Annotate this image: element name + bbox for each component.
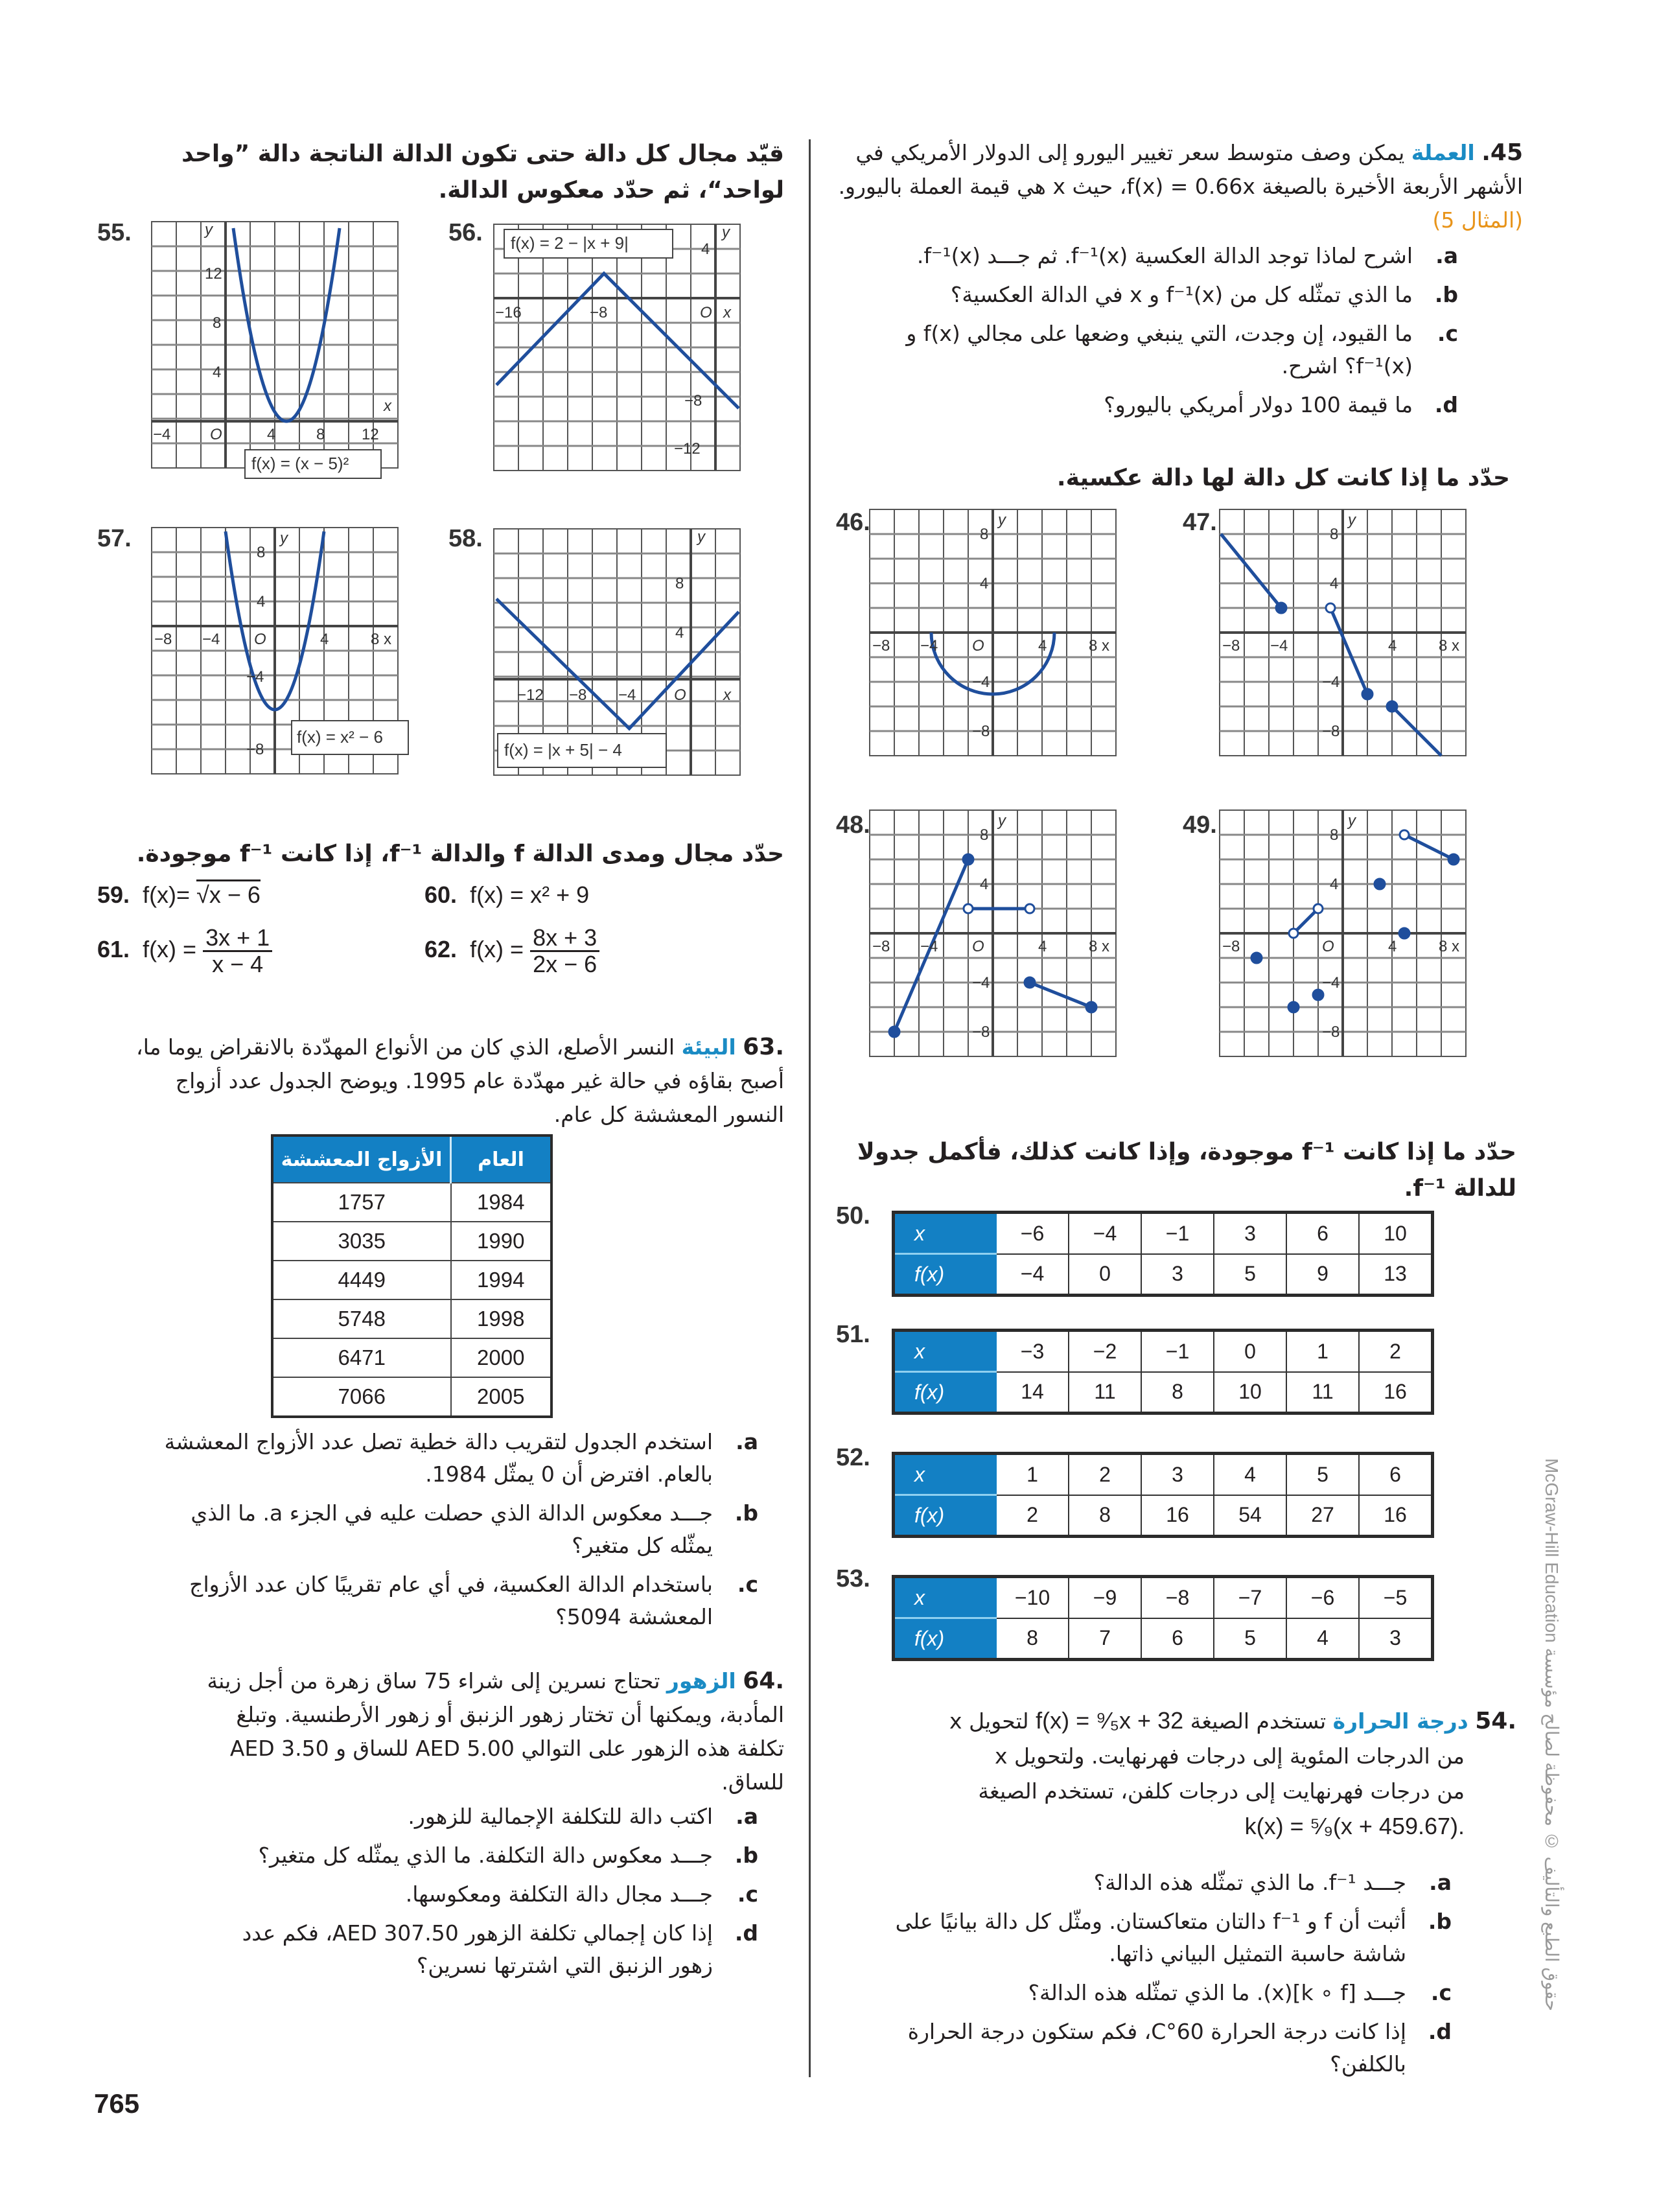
part-text: باستخدام الدالة العكسية، في أي عام تقريبًا كان عدد الأزواج المعششة 5094؟ [189,1572,713,1629]
part-label: b. [1434,282,1458,307]
question-number: .63 [743,1034,784,1060]
svg-text:4: 4 [1388,637,1397,655]
x-header: x [894,1331,997,1372]
svg-text:x: x [723,304,731,321]
part-label: c. [737,1881,758,1907]
svg-text:4: 4 [1388,938,1397,955]
part-text: ما القيود، إن وجدت، التي ينبغي وضعها على مجالي f(x) و f⁻¹(x)؟ اشرح. [906,321,1413,378]
cell: 9 [1286,1254,1359,1296]
cell: 6 [1286,1213,1359,1254]
part-text: اشرح لماذا توجد الدالة العكسية f⁻¹(x). ثم جـــد f⁻¹(x). [916,243,1413,268]
part-c [194,1878,758,1911]
part-text: جـــد f⁻¹. ما الذي تمثّله هذه الدالة؟ [1093,1870,1406,1895]
cell: 3 [1359,1618,1433,1660]
function-60 [424,881,589,909]
x-header: x [894,1454,997,1495]
cell: 11 [1069,1372,1141,1414]
svg-text:−8: −8 [590,304,608,321]
cell: 5748 [272,1299,451,1338]
graph-47 [1218,507,1471,763]
part-b [149,1497,758,1562]
part-text: أثبت أن f و f⁻¹ دالتان متعاكستان. ومثّل كل دالة بيانيًا على شاشة حاسبة التمثيل البياني ذاتها. [895,1909,1406,1966]
table-50 [892,1211,1434,1297]
function-number: 62. [424,936,458,963]
svg-text:−8: −8 [972,1023,990,1041]
question-text: تحتاج نسرين إلى شراء 75 ساق زهرة من أجل زينة المأدبة، ويمكنها أن تختار زهور الزنبق أو زهور الأرطنسية. وتبلغ تكلفة هذه الزهور على التوالي AED 5.00 للساق و AED 3.50 للساق. [207,1668,784,1795]
cell: −9 [1069,1577,1141,1618]
svg-text:8: 8 [980,526,989,543]
formula-k: k(x) = ⁵⁄₉(x + 459.67). [1244,1813,1465,1839]
svg-text:x: x [384,397,391,415]
table-53 [892,1575,1434,1661]
cell: −1 [1141,1331,1214,1372]
svg-text:4: 4 [257,593,266,611]
graph-46 [868,507,1121,763]
graph-56 [493,222,745,481]
cell: 1994 [451,1261,552,1299]
part-c [149,1568,758,1633]
table-row [272,1183,551,1222]
part-c [868,1977,1452,2009]
column-header-pairs: الأزواج المعششة [272,1135,451,1183]
part-a [194,1800,758,1833]
part-c [836,318,1458,382]
svg-text:−8: −8 [872,637,890,655]
function-59 [97,881,261,909]
cell: 11 [1286,1372,1359,1414]
cell: 16 [1359,1495,1433,1537]
table-row [272,1299,551,1338]
part-label: c. [1430,1980,1452,2005]
part-label: b. [734,1500,758,1526]
question-64-parts [194,1800,758,1988]
cell: 3 [1214,1213,1286,1254]
svg-text:−8: −8 [684,392,702,410]
part-label: a. [1429,1870,1452,1895]
question-text: النسر الأصلع، الذي كان من الأنواع المهدّدة بالانقراض يوما ما، أصبح بقاؤه في حالة غير مهدّدة عام 1995. ويوضح الجدول عدد أزواج النسور المعششة كل عام. [136,1034,784,1127]
column-header-year: العام [451,1135,552,1183]
part-text: ما الذي تمثّله كل من f⁻¹(x) و x في الدالة العكسية؟ [950,282,1413,307]
cell: 14 [996,1372,1069,1414]
cell: −5 [1359,1577,1433,1618]
cell: −4 [996,1254,1069,1296]
svg-text:−8: −8 [872,938,890,955]
question-number: .54 [1475,1708,1516,1734]
cell: 1 [1286,1331,1359,1372]
svg-text:4: 4 [675,624,684,642]
svg-text:8 x: 8 x [1089,637,1110,655]
svg-text:4: 4 [1330,876,1339,893]
cell: 5 [1286,1454,1359,1495]
cell: 5 [1214,1618,1286,1660]
svg-text:−4: −4 [920,938,938,955]
cell: 1757 [272,1183,451,1222]
svg-text:−12: −12 [674,440,701,458]
cell: 6 [1141,1618,1214,1660]
svg-text:4: 4 [701,240,710,258]
cell: 6 [1359,1454,1433,1495]
part-label: a. [736,1429,758,1454]
function-lhs: f(x) = [470,936,524,963]
graph-56-label: f(x) = 2 − |x + 9| [511,233,629,253]
svg-text:O: O [700,304,712,321]
graph-57 [150,525,410,784]
restrict-domain-heading: قيّد مجال كل دالة حتى تكون الدالة الناتجة دالة ”واحد لواحد“، ثم حدّد معكوس الدالة. [181,141,784,204]
fx-header: f(x) [894,1372,997,1414]
cell: 4 [1286,1618,1359,1660]
graph-47-number: 47. [1183,509,1217,536]
cell: −1 [1141,1213,1214,1254]
part-label: c. [737,1572,758,1597]
cell: −2 [1069,1331,1141,1372]
part-text: جـــد معكوس الدالة الذي حصلت عليه في الجزء a. ما الذي يمثّله كل متغير؟ [191,1500,713,1558]
table-row [272,1377,551,1417]
svg-text:−8: −8 [154,631,172,648]
cell: 10 [1214,1372,1286,1414]
part-b [868,1905,1452,1970]
function-lhs: f(x) = [470,881,524,908]
graph-55 [150,219,403,485]
svg-text:12: 12 [205,265,222,283]
graph-46-number: 46. [836,509,870,536]
part-text: جـــد [k ∘ f](x). ما الذي تمثّله هذه الدالة؟ [1028,1980,1406,2005]
part-label: b. [1428,1909,1452,1934]
svg-text:8 x: 8 x [1439,637,1460,655]
cell: 2005 [451,1377,552,1417]
part-a [149,1426,758,1491]
question-topic: درجة الحرارة [1332,1708,1468,1734]
svg-text:−4: −4 [246,668,264,686]
svg-text:4: 4 [1038,938,1047,955]
graph-56-number: 56. [448,219,483,246]
function-lhs: f(x) = [143,936,197,963]
svg-text:y: y [697,528,705,546]
svg-text:−4: −4 [202,631,220,648]
svg-text:−4: −4 [153,426,171,443]
svg-text:O: O [972,938,984,955]
function-number: 60. [424,881,458,908]
cell: −6 [996,1213,1069,1254]
svg-text:−4: −4 [972,974,990,992]
svg-text:4: 4 [320,631,329,648]
cell: −8 [1141,1577,1214,1618]
part-label: a. [736,1804,758,1829]
function-62 [424,926,599,977]
question-text: من الدرجات المئوية إلى درجات فهرنهايت. ولتحويل x [994,1743,1465,1769]
svg-text:−4: −4 [1270,637,1288,655]
cell: 8 [1069,1495,1141,1537]
graph-49 [1218,808,1471,1064]
table-52 [892,1452,1434,1538]
function-lhs: f(x)= [143,881,191,908]
table-50-number: 50. [836,1202,870,1229]
numerator: 3x + 1 [203,926,272,952]
svg-text:−8: −8 [1322,723,1340,740]
fx-header: f(x) [894,1495,997,1537]
question-45-parts [836,240,1458,428]
function-61 [97,926,272,977]
cell: 16 [1141,1495,1214,1537]
table-row [272,1338,551,1377]
question-64 [194,1664,784,1799]
question-text: يمكن وصف متوسط سعر تغيير اليورو إلى الدولار الأمريكي في الأشهر الأربعة الأخيرة بالصيغة f(x) = 0.66x، حيث x هي قيمة العملة باليورو. [838,140,1523,199]
formula-f: f(x) = ⁹⁄₅x + 32 [1036,1707,1184,1734]
svg-text:12: 12 [362,426,379,443]
question-63-parts [149,1426,758,1640]
cell: 3035 [272,1222,451,1261]
question-text: من درجات فهرنهايت إلى درجات كلفن، تستخدم الصيغة [978,1778,1465,1804]
graph-57-label: f(x) = x² − 6 [297,727,383,747]
x-header: x [894,1577,997,1618]
svg-text:−8: −8 [1222,637,1240,655]
part-label: a. [1435,243,1458,268]
denominator: x − 4 [212,951,264,977]
svg-text:−4: −4 [920,637,938,655]
table-52-number: 52. [836,1444,870,1471]
svg-text:O: O [1322,938,1334,955]
cell: 1990 [451,1222,552,1261]
svg-text:−4: −4 [1322,673,1340,691]
svg-text:y: y [1348,511,1356,529]
svg-text:y: y [205,221,213,239]
part-b [836,279,1458,311]
graph-55-number: 55. [97,219,132,246]
cell: −7 [1214,1577,1286,1618]
question-topic: البيئة [681,1034,736,1060]
domain-range-heading: حدّد مجال ومدى الدالة f والدالة f⁻¹، إذا كانت f⁻¹ موجودة. [136,841,784,867]
cell: 27 [1286,1495,1359,1537]
cell: 8 [996,1618,1069,1660]
cell: 4 [1214,1454,1286,1495]
svg-text:8: 8 [213,314,222,332]
svg-text:y: y [1348,812,1356,830]
cell: 1 [996,1454,1069,1495]
svg-text:y: y [722,224,730,241]
cell: 0 [1069,1254,1141,1296]
svg-text:4: 4 [267,426,276,443]
part-label: b. [734,1843,758,1868]
table-51-number: 51. [836,1321,870,1348]
cell: 0 [1214,1331,1286,1372]
graph-49-number: 49. [1183,811,1217,839]
svg-text:4: 4 [1038,637,1047,655]
question-54 [868,1703,1516,1844]
part-a [868,1867,1452,1899]
cell: 13 [1359,1254,1433,1296]
function-number: 59. [97,881,130,908]
svg-text:O: O [210,426,222,443]
part-text: ما قيمة 100 دولار أمريكي باليورو؟ [1104,392,1413,417]
svg-text:−12: −12 [517,686,544,704]
inverse-table-heading: حدّد ما إذا كانت f⁻¹ موجودة، وإذا كانت كذلك، فأكمل جدولا للدالة f⁻¹. [857,1139,1516,1202]
part-b [194,1839,758,1872]
inverse-graphs-heading: حدّد ما إذا كانت كل دالة لها دالة عكسية. [1056,465,1510,491]
cell: −3 [996,1331,1069,1372]
svg-text:8 x: 8 x [1089,938,1110,955]
svg-text:O: O [254,631,266,648]
svg-text:4: 4 [213,364,222,381]
graph-57-number: 57. [97,525,132,552]
function-number: 61. [97,936,130,963]
svg-text:4: 4 [1330,575,1339,592]
part-d [836,389,1458,421]
part-text: جـــد معكوس دالة التكلفة. ما الذي يمثّله كل متغير؟ [258,1843,713,1868]
page-number: 765 [94,2088,140,2119]
svg-text:8: 8 [1330,826,1339,844]
cell: 3 [1141,1254,1214,1296]
function-expr: √x − 6 [196,879,261,908]
question-topic: العملة [1411,140,1475,165]
cell: 8 [1141,1372,1214,1414]
cell: −10 [996,1577,1069,1618]
part-text: استخدم الجدول لتقريب دالة خطية تصل عدد الأزواج المعششة بالعام. افترض أن 0 يمثّل 1984. [164,1429,713,1487]
svg-text:8: 8 [1330,526,1339,543]
cell: 1984 [451,1183,552,1222]
svg-text:8: 8 [257,544,266,561]
svg-text:−8: −8 [569,686,587,704]
cell: 4449 [272,1261,451,1299]
svg-text:y: y [998,812,1006,830]
svg-text:O: O [674,686,686,704]
copyright-notice: McGraw-Hill Education حقوق الطبع والتأليف © محفوظة لصالح مؤسسة [1542,1458,1562,2012]
function-expr: x² + 9 [530,881,590,908]
svg-text:8: 8 [675,575,684,592]
cell: 2000 [451,1338,552,1377]
question-number: 45. [1481,139,1523,166]
svg-text:8: 8 [316,426,325,443]
graph-58-label: f(x) = |x + 5| − 4 [504,740,622,760]
svg-text:4: 4 [980,876,989,893]
cell: 3 [1141,1454,1214,1495]
svg-text:x: x [723,686,731,704]
svg-text:8 x: 8 x [1439,938,1460,955]
question-text: تستخدم الصيغة [1190,1708,1327,1734]
question-text: لتحويل x [949,1708,1029,1734]
part-label: d. [1428,2019,1452,2044]
svg-text:−8: −8 [972,723,990,740]
svg-text:−16: −16 [495,304,522,321]
svg-text:8: 8 [980,826,989,844]
cell: 54 [1214,1495,1286,1537]
part-text: اكتب دالة للتكلفة الإجمالية للزهور. [408,1804,713,1829]
fx-header: f(x) [894,1254,997,1296]
example-reference: (المثال 5) [1432,207,1523,233]
cell: 7066 [272,1377,451,1417]
cell: −6 [1286,1577,1359,1618]
graph-48-number: 48. [836,811,870,839]
cell: 7 [1069,1618,1141,1660]
cell: 2 [996,1495,1069,1537]
numerator: 8x + 3 [530,926,599,952]
part-label: d. [1434,392,1458,417]
cell: 16 [1359,1372,1433,1414]
svg-text:y: y [280,530,288,547]
part-label: c. [1437,321,1458,346]
table-row [272,1222,551,1261]
cell: 1998 [451,1299,552,1338]
part-text: جـــد مجال دالة التكلفة ومعكوسها. [405,1881,713,1907]
graph-58 [493,526,745,786]
table-53-number: 53. [836,1565,870,1592]
denominator: 2x − 6 [533,951,597,977]
part-label: d. [734,1920,758,1946]
table-51 [892,1329,1434,1415]
graph-58-number: 58. [448,525,483,552]
svg-text:−4: −4 [1322,974,1340,992]
svg-text:−4: −4 [618,686,636,704]
svg-text:−4: −4 [972,673,990,691]
svg-text:O: O [972,637,984,655]
svg-text:4: 4 [980,575,989,592]
svg-text:8 x: 8 x [371,631,392,648]
question-54-parts [868,1867,1452,2087]
part-d [868,2016,1452,2080]
svg-text:−8: −8 [246,741,264,758]
question-63 [117,1030,784,1132]
cell: 2 [1359,1331,1433,1372]
cell: 2 [1069,1454,1141,1495]
part-d [194,1917,758,1982]
x-header: x [894,1213,997,1254]
eagle-pairs-table [271,1134,553,1418]
question-number: .64 [743,1668,784,1694]
question-topic: الزهور [666,1668,736,1694]
graph-48 [868,808,1121,1064]
svg-text:y: y [998,511,1006,529]
cell: 5 [1214,1254,1286,1296]
fx-header: f(x) [894,1618,997,1660]
column-divider [809,139,811,2077]
cell: 6471 [272,1338,451,1377]
table-row [272,1261,551,1299]
svg-text:−8: −8 [1222,938,1240,955]
question-45 [836,136,1523,237]
cell: −4 [1069,1213,1141,1254]
part-text: إذا كان إجمالي تكلفة الزهور AED 307.50، فكم عدد زهور الزنبق التي اشترتها نسرين؟ [242,1920,713,1978]
graph-55-label: f(x) = (x − 5)² [251,454,349,473]
svg-text:−8: −8 [1322,1023,1340,1041]
part-text: إذا كانت درجة الحرارة 60°C، فكم ستكون درجة الحرارة بالكلفن؟ [907,2019,1406,2077]
cell: 10 [1359,1213,1433,1254]
part-a [836,240,1458,272]
